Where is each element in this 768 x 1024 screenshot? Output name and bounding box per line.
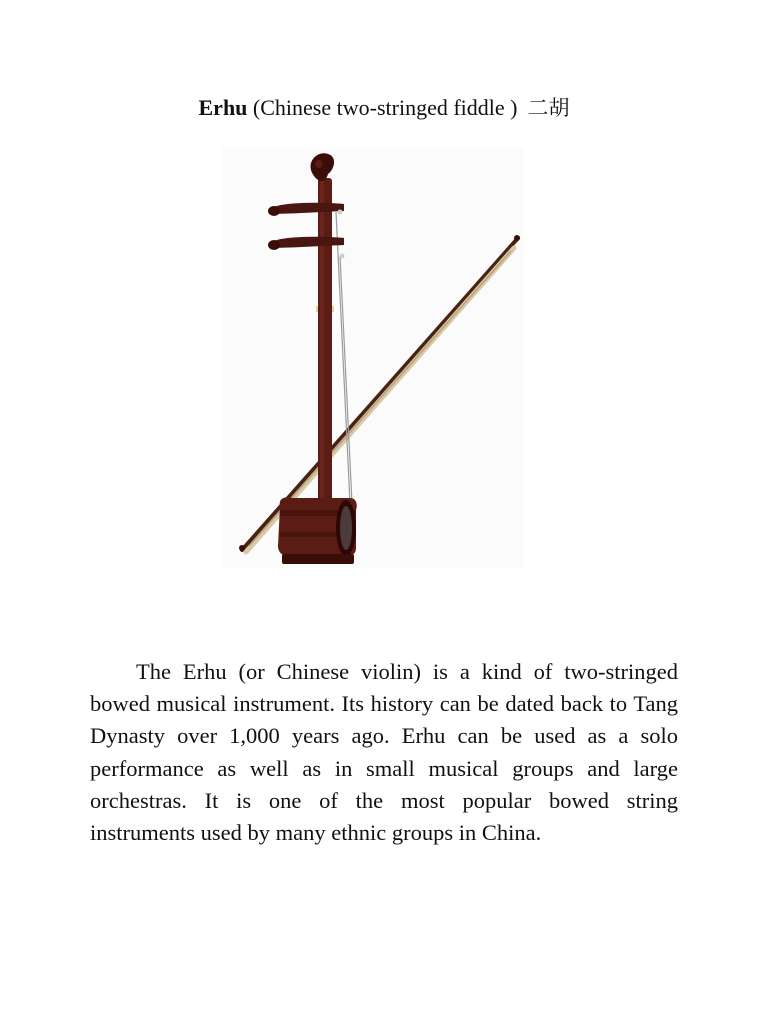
title-chinese-name: 二胡 bbox=[527, 96, 570, 120]
page-title bbox=[0, 92, 768, 124]
erhu-instrument-icon bbox=[222, 148, 524, 568]
title-instrument-name: Erhu bbox=[198, 95, 248, 120]
erhu-image bbox=[222, 148, 524, 568]
title-description: (Chinese two-stringed fiddle ) bbox=[247, 95, 518, 120]
description-paragraph: The Erhu (or Chinese violin) is a kind of two-stringed bowed musical instrument. Its history can be dated back to Tang Dynasty over 1,000 years ago. Erhu can be used as a solo performance as well as in small musical groups and large orchestras. It is one of the most popular bowed string instruments used by many ethnic groups in China. bbox=[90, 659, 678, 846]
